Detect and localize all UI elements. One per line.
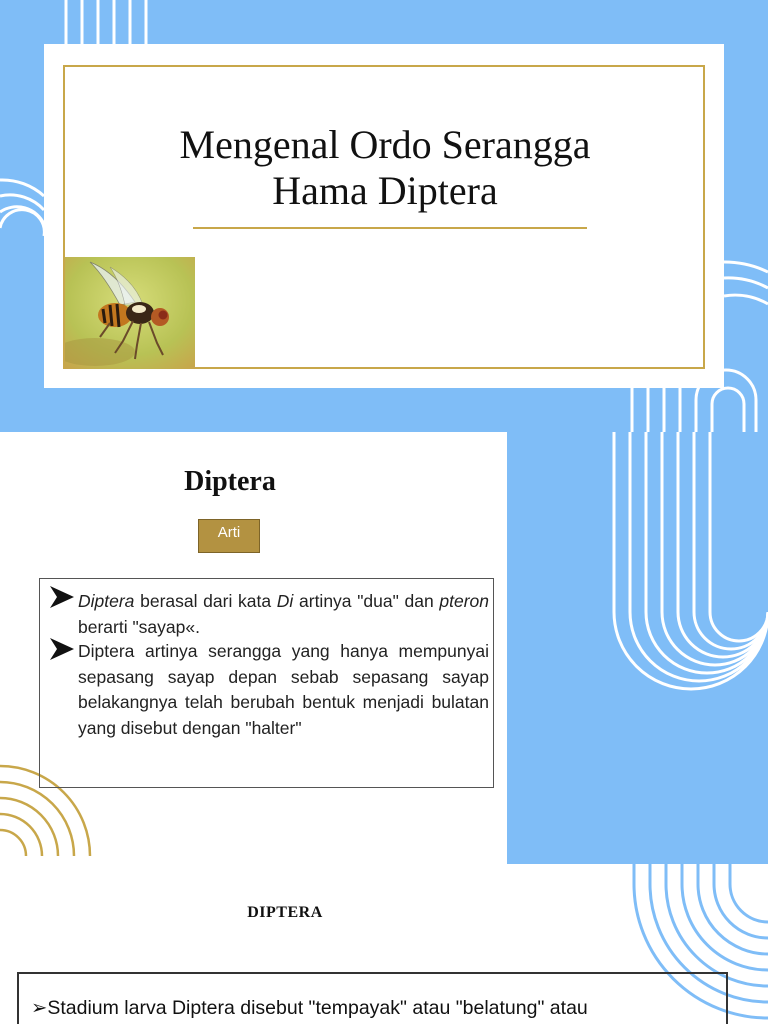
title-slide <box>0 0 768 432</box>
list-item <box>78 589 489 640</box>
larva-text: Stadium larva Diptera disebut "tempayak" atau "belatung" atau <box>47 997 588 1019</box>
title-line-2: Hama Diptera <box>272 168 498 213</box>
title-line-1: Mengenal Ordo Serangga <box>179 122 591 167</box>
slide-title <box>120 122 650 214</box>
arrow-bullet-icon: ➢ <box>31 997 48 1019</box>
term-diptera: Diptera <box>78 591 135 611</box>
arti-tag: Arti <box>198 519 260 553</box>
list-item <box>31 996 721 1020</box>
term-pteron: pteron <box>439 591 490 611</box>
section-heading: Diptera <box>184 466 276 497</box>
fruit-fly-photo <box>65 257 195 369</box>
term-di: Di <box>276 591 294 611</box>
definition-box <box>39 578 494 788</box>
arrow-bullet-icon <box>46 583 78 611</box>
larva-box <box>17 972 728 1024</box>
list-item: Diptera artinya serangga yang hanya mempunyai sepasang sayap depan sebab sepasang sayap belakangnya telah berubah bentuk menjadi bulatan yang disebut dengan "halter" <box>78 641 489 738</box>
text-part: berasal dari kata <box>134 591 277 611</box>
title-underline <box>193 227 587 229</box>
text-part: berarti "sayap«. <box>78 616 200 637</box>
section-heading: DIPTERA <box>247 904 323 921</box>
definition-slide <box>0 432 768 864</box>
arrow-bullet-icon <box>46 635 78 663</box>
larva-slide <box>0 864 768 1024</box>
text-part: artinya "dua" dan <box>293 591 440 611</box>
